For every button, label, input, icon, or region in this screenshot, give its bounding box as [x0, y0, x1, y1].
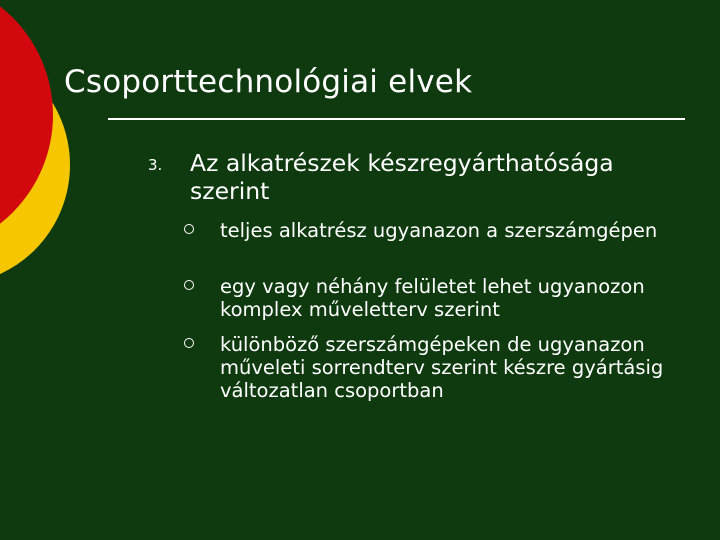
title-underline	[108, 118, 685, 120]
circle-bullet-icon	[184, 338, 194, 348]
circle-bullet-icon	[184, 280, 194, 290]
sub-list-item-text: egy vagy néhány felületet lehet ugyanozon komplex műveletterv szerint	[220, 275, 645, 321]
list-item-text: Az alkatrészek készregyárthatósága szerint	[190, 149, 614, 205]
slide-title: Csoporttechnológiai elvek	[64, 64, 473, 100]
list-item-number: 3.	[148, 156, 163, 174]
circle-bullet-icon	[184, 224, 194, 234]
sub-list-item-text: teljes alkatrész ugyanazon a szerszámgépen	[220, 219, 658, 242]
sub-list-item-text: különböző szerszámgépeken de ugyanazon műveleti sorrendterv szerint készre gyártásig változatlan csoportban	[220, 333, 664, 402]
